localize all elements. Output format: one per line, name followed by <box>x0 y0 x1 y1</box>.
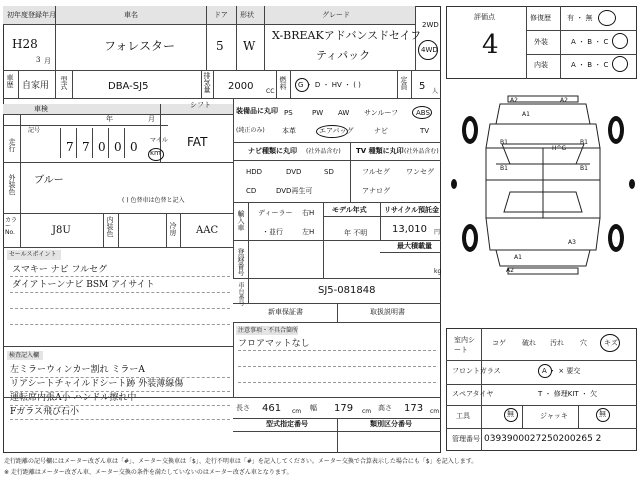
cap-value: 5 <box>419 81 426 92</box>
abs-circle <box>412 106 432 119</box>
fuel-options: G ・ D ・ HV ・ ( ) <box>298 81 361 89</box>
inspection-label: 車検 <box>34 105 48 113</box>
footer-line1: 走行距離の記号欄にはメーター改ざん車は「#」、メーター交換車は「$」、走行不明車は「#」を記入してください。メーター交換で合算表示した場合にも「$」を記入します。 <box>4 458 478 465</box>
name-value: フォレスター <box>104 39 176 53</box>
exterior-side-label: 外装色 <box>8 174 16 195</box>
footer-line2: ※ 走行距離はメーター改ざん車、メーター交換の条件を満たしていないのはメーター改ざん車となります。 <box>4 469 293 476</box>
disp-value: 2000 <box>228 81 254 92</box>
length-value: 461 <box>262 403 282 414</box>
jack-label: ジャッキ <box>540 412 568 420</box>
seat-option: 穴 <box>580 339 587 347</box>
first-reg-era: H28 <box>12 37 38 51</box>
seat-label: 室内シート <box>454 336 475 354</box>
import-label: 輸入車 <box>237 210 245 231</box>
mark-a3: A3 <box>568 239 576 246</box>
import-dealer: ディーラー <box>258 209 293 217</box>
mark-a2-top: A2 <box>510 97 518 104</box>
length-label: 長さ <box>236 404 250 412</box>
interior-score-label: 内装 <box>534 61 548 69</box>
inspector-line: リアシートチャイルドシート跡 外装薄線傷 <box>10 379 184 389</box>
fuel-label: 燃料 <box>279 76 287 90</box>
mark-a1-rear: A1 <box>514 254 522 261</box>
shape-value: W <box>243 39 256 53</box>
interior-color-label: 内装色 <box>106 216 114 237</box>
exterior-c-circle <box>612 33 628 49</box>
tv-item: ワンセグ <box>406 168 434 176</box>
sales-line1: スマキー ナビ フルセグ <box>12 265 108 275</box>
sales-title: セールスポイント <box>9 251 57 258</box>
model-year-label: モデル年式 <box>332 206 367 214</box>
seat-option: コゲ <box>492 339 506 347</box>
name-label: 車名 <box>124 11 138 19</box>
airbag-circle <box>316 125 348 138</box>
exterior-color: ブルー <box>34 175 64 186</box>
spare-options: T ・ 修理KIT ・ 欠 <box>538 390 598 398</box>
inspector-line: 左ミラーウィンカー割れ ミラーA <box>10 365 145 375</box>
inspector-line: 運転席内張A小 ハンドル擦れ中 <box>10 393 137 403</box>
jack-value: 無 <box>599 410 606 418</box>
seat-option: 汚れ <box>550 339 564 347</box>
tool-value: 無 <box>507 410 514 418</box>
digits-label: 記号 <box>28 127 41 134</box>
equipment-item: エアバッグ <box>319 127 354 135</box>
max-load-unit: kg <box>434 268 442 275</box>
exterior-score-label: 外装 <box>534 38 548 46</box>
recycle-yen: 円 <box>434 229 441 236</box>
disp-unit: CC <box>266 88 275 95</box>
drive-4wd: 4WD <box>421 46 438 54</box>
drive-2wd: 2WD <box>422 21 439 29</box>
equipment-item: TV <box>420 127 430 135</box>
interior-score-options: A ・ B ・ C <box>571 61 609 69</box>
mileage-side-label: 走行 <box>8 138 16 152</box>
cat-label: 車歴 <box>6 74 14 88</box>
equipment-item: PW <box>312 109 324 117</box>
width-label: 幅 <box>310 404 317 412</box>
navi-title: ナビ種類に丸印 <box>248 147 297 155</box>
equipment-item: ナビ <box>374 127 388 135</box>
mileage-digit: 0 <box>130 140 138 154</box>
score-value: 4 <box>482 30 499 60</box>
header-label-row <box>3 6 415 24</box>
shape-label: 形状 <box>240 11 254 19</box>
repair-options: 有 ・ 無 <box>567 14 593 22</box>
tool-label: 工具 <box>456 412 470 420</box>
chassis-value: SJ5-081848 <box>318 285 376 296</box>
chassis-label: 車台番号 <box>237 282 244 306</box>
new-warranty: 新車保証書 <box>268 308 303 316</box>
mark-a2-rear: A2 <box>506 267 514 274</box>
shift-value: FAT <box>187 135 208 149</box>
cap-unit: 人 <box>432 88 439 95</box>
first-reg-month-num: 3 <box>36 56 41 64</box>
navi-item: DVD <box>286 168 302 176</box>
height-unit: cm <box>430 408 440 415</box>
equipment-item: ABS <box>416 109 430 117</box>
shift-label: シフト <box>190 101 211 109</box>
mark-a2-front: A2 <box>560 97 568 104</box>
recycle-value: 13,010 <box>392 224 427 235</box>
max-load-label: 最大積載量 <box>397 242 432 250</box>
import-left: 左H <box>302 228 315 236</box>
ac-label: 冷房 <box>169 222 177 236</box>
repair-none-circle <box>598 10 616 26</box>
mile-label: マイル <box>150 137 168 144</box>
mark-b1-fr: B1 <box>580 139 588 146</box>
equipment-title: 装備品に丸印 <box>236 107 278 115</box>
equipment-subtitle: (純正のみ) <box>236 127 265 134</box>
tv-title-note: (社外品含む) <box>404 148 439 155</box>
width-value: 179 <box>334 403 354 414</box>
seat-option: キズ <box>604 339 618 347</box>
first-reg-month-unit: 月 <box>44 57 51 65</box>
cat-value: 自家用 <box>22 81 50 91</box>
mileage-digit: 0 <box>114 140 122 154</box>
first-reg-label: 初年度登録年月 <box>7 11 56 19</box>
height-value: 173 <box>404 403 424 414</box>
grade-line2: ティパック <box>316 49 371 62</box>
spare-label: スペアタイヤ <box>452 390 494 398</box>
mileage-month-unit: 月 <box>148 115 155 123</box>
door-value: 5 <box>216 39 224 53</box>
class-number-label: 類別区分番号 <box>370 420 412 428</box>
mark-b1-rl: B1 <box>500 165 508 172</box>
color-code-value: J8U <box>52 225 71 236</box>
seat-option: 破れ <box>522 339 536 347</box>
mark-a1-hood: A1 <box>522 111 530 118</box>
door-label: ドア <box>214 11 228 19</box>
navi-item: DVD再生可 <box>276 187 313 195</box>
navi-item: CD <box>246 187 257 195</box>
score-label: 評価点 <box>474 13 495 21</box>
mileage-digit: 7 <box>82 140 90 154</box>
interior-c-circle <box>612 56 628 72</box>
mark-center: H^G <box>552 145 567 152</box>
navi-title-note: (社外品含む) <box>306 148 341 155</box>
km-label: km <box>150 149 161 157</box>
recycle-label: リサイクル預託金 <box>384 206 440 214</box>
reg-label: 登録番号 <box>237 248 245 276</box>
tv-item: アナログ <box>362 187 390 195</box>
inspector-line: Fガラス飛び石小 <box>10 407 79 417</box>
car-diagram <box>450 88 636 288</box>
navi-item: SD <box>324 168 334 176</box>
tv-item: フルセグ <box>362 168 390 176</box>
repair-label: 修復歴 <box>530 14 551 22</box>
disp-label: 排気量 <box>203 72 211 93</box>
import-parallel: ・並行 <box>262 228 283 236</box>
model-year-value: 年 不明 <box>344 229 368 237</box>
grade-label: グレード <box>322 11 350 19</box>
mark-b1-rr: B1 <box>580 165 588 172</box>
mgmt-value: 0393900027250200265 2 <box>484 434 602 444</box>
mark-b1-fl: B1 <box>500 139 508 146</box>
glass-label: フロントガラス <box>452 367 501 375</box>
height-label: 高さ <box>378 404 392 412</box>
sales-line2: ダイアトーンナビ BSM アイサイト <box>12 280 155 290</box>
color-code-label: カラー No. <box>5 217 18 236</box>
navi-item: HDD <box>246 168 263 176</box>
width-unit: cm <box>362 408 372 415</box>
exterior-note: ( ) 色替車は色替と記入 <box>122 197 185 204</box>
equipment-item: PS <box>284 109 293 117</box>
exterior-score-options: A ・ B ・ C <box>571 38 609 46</box>
equipment-item: 本革 <box>282 127 296 135</box>
mileage-digit: 7 <box>66 140 74 154</box>
notes-line1: フロアマットなし <box>238 339 310 349</box>
tv-title: TV 種類に丸印 <box>356 147 404 155</box>
model-value: DBA-SJ5 <box>108 81 149 92</box>
manual: 取扱説明書 <box>370 308 405 316</box>
cap-label: 定員 <box>400 76 408 90</box>
mileage-year-unit: 年 <box>106 115 113 123</box>
ac-value: AAC <box>196 225 219 236</box>
import-right: 右H <box>302 209 315 217</box>
model-label: 型式 <box>60 76 68 90</box>
length-unit: cm <box>292 408 302 415</box>
mileage-digit: 0 <box>98 140 106 154</box>
glass-options: A ・ × 要交 <box>542 367 581 375</box>
seat-scratch-circle <box>600 334 620 352</box>
notes-title: 注意事項・不具合箇所 <box>238 327 299 334</box>
type-number-label: 型式指定番号 <box>266 420 308 428</box>
equipment-item: サンルーフ <box>364 109 399 117</box>
mgmt-label: 管理番号 <box>452 435 480 443</box>
equipment-item: AW <box>338 109 350 117</box>
grade-line1: X-BREAKアドバンスドセイフ <box>272 29 422 42</box>
inspector-title: 検査記入欄 <box>9 352 40 359</box>
